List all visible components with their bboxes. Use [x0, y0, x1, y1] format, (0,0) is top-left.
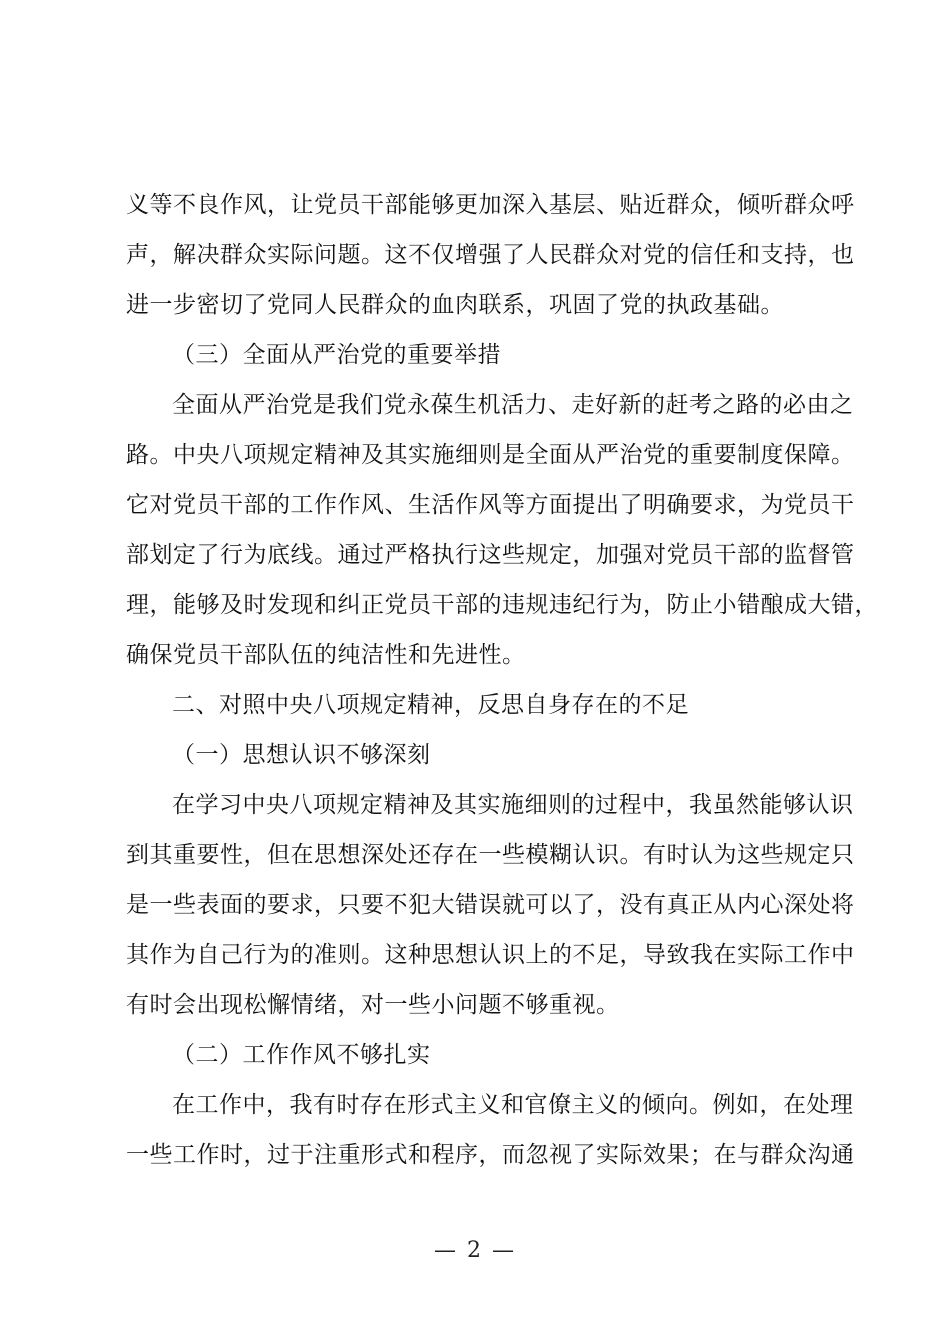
text-line: 有时会出现松懈情绪，对一些小问题不够重视。: [126, 992, 620, 1018]
page-number: — 2 —: [434, 1238, 516, 1263]
text-line: 是一些表面的要求，只要不犯大错误就可以了，没有真正从内心深处将: [126, 892, 855, 918]
document-body: [126, 180, 878, 1180]
text-line: 全面从严治党是我们党永葆生机活力、走好新的赶考之路的必由之: [172, 392, 854, 418]
text-line: 理，能够及时发现和纠正党员干部的违规违纪行为，防止小错酿成大错，: [126, 592, 878, 618]
section-heading: （三）全面从严治党的重要举措: [172, 342, 501, 368]
text-line: 部划定了行为底线。通过严格执行这些规定，加强对党员干部的监督管: [126, 542, 855, 568]
text-line: 路。中央八项规定精神及其实施细则是全面从严治党的重要制度保障。: [126, 442, 855, 468]
chapter-heading: 二、对照中央八项规定精神，反思自身存在的不足: [172, 692, 689, 718]
text-line: 到其重要性，但在思想深处还存在一些模糊认识。有时认为这些规定只: [126, 842, 855, 868]
section-heading: （二）工作作风不够扎实: [172, 1042, 431, 1068]
text-line: 一些工作时，过于注重形式和程序，而忽视了实际效果；在与群众沟通: [126, 1142, 855, 1168]
text-line: 在工作中，我有时存在形式主义和官僚主义的倾向。例如，在处理: [172, 1092, 854, 1118]
text-line: 义等不良作风，让党员干部能够更加深入基层、贴近群众，倾听群众呼: [126, 192, 855, 218]
text-line: 声，解决群众实际问题。这不仅增强了人民群众对党的信任和支持，也: [126, 242, 855, 268]
text-line: 在学习中央八项规定精神及其实施细则的过程中，我虽然能够认识: [172, 792, 854, 818]
text-line: 它对党员干部的工作作风、生活作风等方面提出了明确要求，为党员干: [126, 492, 855, 518]
text-line: 其作为自己行为的准则。这种思想认识上的不足，导致我在实际工作中: [126, 942, 855, 968]
text-line: 进一步密切了党同人民群众的血肉联系，巩固了党的执政基础。: [126, 292, 784, 318]
text-line: 确保党员干部队伍的纯洁性和先进性。: [126, 642, 526, 668]
section-heading: （一）思想认识不够深刻: [172, 742, 431, 768]
